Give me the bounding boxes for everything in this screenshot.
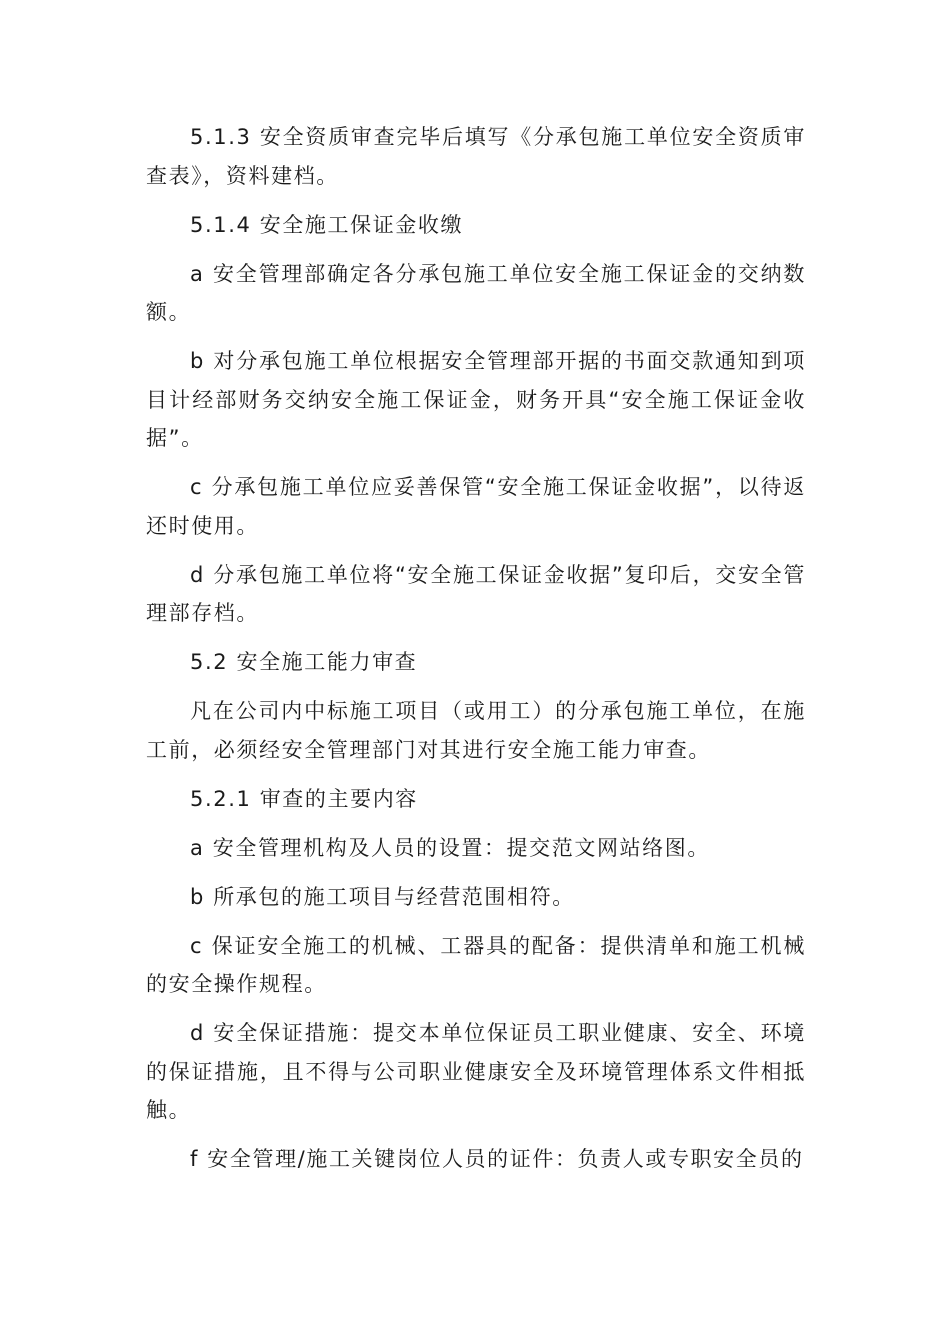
paragraph-5-1-3: 5.1.3 安全资质审查完毕后填写《分承包施工单位安全资质审查表》，资料建档。 xyxy=(146,125,806,188)
paragraph-5-2-1-c: c 保证安全施工的机械、工器具的配备：提供清单和施工机械的安全操作规程。 xyxy=(146,933,806,996)
heading-5-2-1: 5.2.1 审查的主要内容 xyxy=(190,786,418,811)
paragraph-5-2-1-d: d 安全保证措施：提交本单位保证员工职业健康、安全、环境的保证措施，且不得与公司职业健康安全及环境管理体系文件相抵触。 xyxy=(146,1021,806,1122)
heading-5-2: 5.2 安全施工能力审查 xyxy=(190,650,418,674)
paragraph-item-c: c 分承包施工单位应妥善保管“安全施工保证金收据”，以待返还时使用。 xyxy=(146,475,806,538)
paragraph-item-d: d 分承包施工单位将“安全施工保证金收据”复印后，交安全管理部存档。 xyxy=(146,562,806,625)
paragraph-item-a: a 安全管理部确定各分承包施工单位安全施工保证金的交纳数额。 xyxy=(146,261,806,324)
paragraph-5-2-intro: 凡在公司内中标施工项目（或用工）的分承包施工单位，在施工前，必须经安全管理部门对其进行安全施工能力审查。 xyxy=(146,699,806,762)
paragraph-5-2-1-a: a 安全管理机构及人员的设置：提交范文网站络图。 xyxy=(190,835,710,860)
heading-5-1-4: 5.1.4 安全施工保证金收缴 xyxy=(190,212,464,237)
paragraph-5-2-1-b: b 所承包的施工项目与经营范围相符。 xyxy=(190,884,575,909)
paragraph-item-b: b 对分承包施工单位根据安全管理部开据的书面交款通知到项目计经部财务交纳安全施工保证金，财务开具“安全施工保证金收据”。 xyxy=(146,349,806,450)
paragraph-5-2-1-f: f 安全管理/施工关键岗位人员的证件：负责人或专职安全员的 xyxy=(190,1147,804,1171)
